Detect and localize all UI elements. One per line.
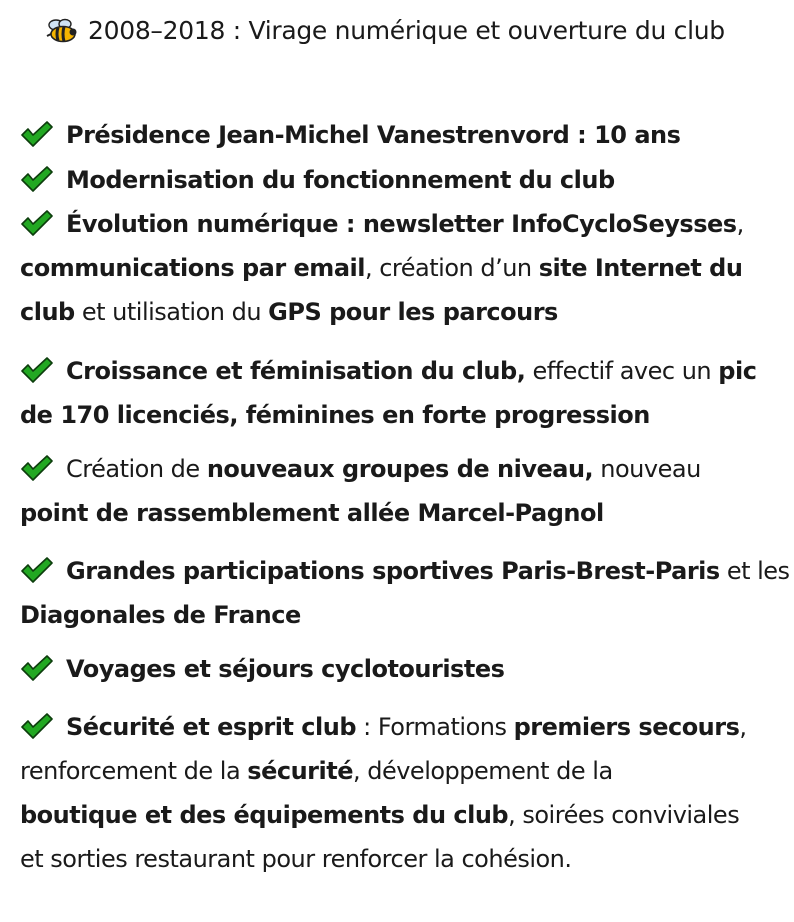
- text-line: [20, 793, 778, 837]
- bold-text: communications par email: [20, 254, 365, 282]
- text: nouveau: [593, 455, 701, 483]
- check-mark-icon: [20, 210, 54, 236]
- check-mark-icon: [20, 455, 54, 481]
- bold-text: Diagonales de France: [20, 601, 301, 629]
- text-line: [20, 349, 778, 393]
- bold-text: Présidence Jean-Michel Vanestrenvord : 10 ans: [66, 121, 681, 149]
- bee-icon: [46, 18, 80, 44]
- text-line: [20, 749, 778, 793]
- text: et les: [719, 557, 790, 585]
- bold-text: Évolution numérique : newsletter InfoCycloSeysses: [66, 210, 737, 238]
- section-title: [46, 16, 786, 45]
- list-item: [20, 705, 778, 881]
- list-item: [20, 647, 778, 691]
- bold-text: Sécurité et esprit club: [66, 713, 356, 741]
- text: ,: [739, 713, 747, 741]
- text-line: [20, 705, 778, 749]
- text-line: [20, 393, 778, 437]
- bold-text: Voyages et séjours cyclotouristes: [66, 655, 505, 683]
- text: , création d’un: [364, 254, 539, 282]
- text: renforcement de la: [20, 757, 248, 785]
- bold-text: point de rassemblement allée Marcel-Pagnol: [20, 499, 604, 527]
- check-mark-icon: [20, 166, 54, 192]
- list-item: [20, 549, 790, 637]
- list-item: [20, 158, 778, 202]
- text-line: [20, 202, 778, 246]
- text: : Formations: [356, 713, 514, 741]
- check-mark-icon: [20, 713, 54, 739]
- check-mark-icon: [20, 557, 54, 583]
- bold-text: pic: [718, 357, 757, 385]
- text: et sorties restaurant pour renforcer la cohésion.: [20, 845, 572, 873]
- bold-text: Croissance et féminisation du club,: [66, 357, 526, 385]
- text-line: [20, 246, 778, 290]
- text: , développement de la: [352, 757, 613, 785]
- bold-text: nouveaux groupes de niveau,: [206, 455, 594, 483]
- check-mark-icon: [20, 121, 54, 147]
- text-line: [20, 447, 778, 491]
- text: effectif avec un: [525, 357, 719, 385]
- text-line: [20, 290, 778, 334]
- text: Création de: [66, 455, 207, 483]
- check-mark-icon: [20, 655, 54, 681]
- text-line: [20, 113, 778, 157]
- text-line: [20, 158, 778, 202]
- text-line: [20, 549, 790, 593]
- text: et utilisation du: [74, 298, 269, 326]
- bold-text: de 170 licenciés, féminines en forte progression: [20, 401, 650, 429]
- list-item: [20, 113, 778, 157]
- text: , soirées conviviales: [508, 801, 740, 829]
- text-line: [20, 593, 778, 637]
- text-line: [20, 491, 778, 535]
- bold-text: site Internet du: [538, 254, 743, 282]
- list-item: [20, 202, 778, 334]
- bold-text: boutique et des équipements du club: [20, 801, 509, 829]
- list-item: [20, 447, 778, 535]
- bold-text: sécurité: [247, 757, 353, 785]
- text-line: [20, 837, 778, 881]
- section-title-text: 2008–2018 : Virage numérique et ouverture du club: [88, 16, 725, 45]
- bold-text: Grandes participations sportives Paris-Brest-Paris: [66, 557, 720, 585]
- bold-text: Modernisation du fonctionnement du club: [66, 166, 615, 194]
- bold-text: premiers secours: [513, 713, 740, 741]
- bold-text: GPS pour les parcours: [268, 298, 558, 326]
- list-item: [20, 349, 778, 437]
- check-mark-icon: [20, 357, 54, 383]
- text: ,: [736, 210, 744, 238]
- bold-text: club: [20, 298, 75, 326]
- text-line: [20, 647, 778, 691]
